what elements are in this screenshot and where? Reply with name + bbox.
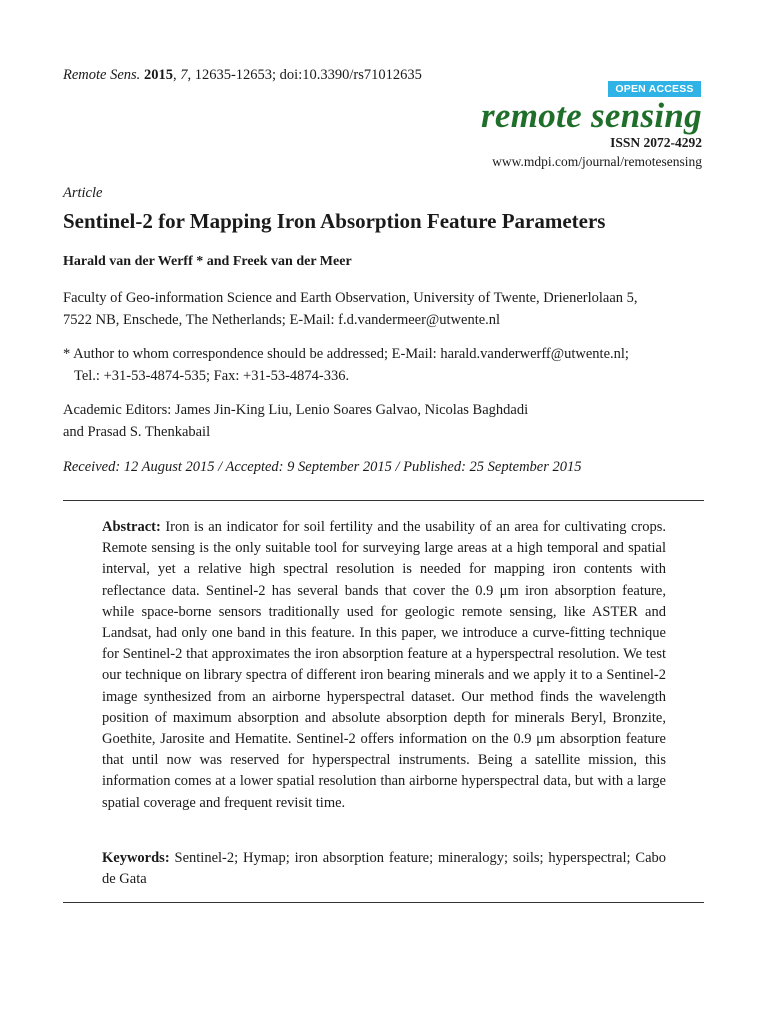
journal-name: remote sensing: [480, 96, 702, 135]
abstract: [102, 517, 666, 814]
correspondence: [63, 343, 708, 387]
article-type: Article: [63, 185, 103, 201]
correspondence-line-2: Tel.: +31-53-4874-535; Fax: +31-53-4874-336.: [74, 368, 350, 384]
editors-line-2: and Prasad S. Thenkabail: [63, 424, 211, 440]
citation-year: 2015: [143, 67, 173, 83]
issn: ISSN 2072-4292: [610, 135, 702, 150]
affiliation: [63, 287, 708, 331]
academic-editors: [63, 399, 708, 443]
abstract-label: Abstract:: [102, 519, 161, 535]
citation-journal: Remote Sens.: [63, 67, 141, 83]
journal-url[interactable]: www.mdpi.com/journal/remotesensing: [492, 154, 702, 169]
divider-bottom: [63, 902, 704, 903]
publication-dates: Received: 12 August 2015 / Accepted: 9 September 2015 / Published: 25 September 2015: [63, 459, 582, 475]
editors-line-1: Academic Editors: James Jin-King Liu, Lenio Soares Galvao, Nicolas Baghdadi: [63, 402, 529, 418]
citation-pages-doi: , 12635-12653; doi:10.3390/rs71012635: [187, 67, 422, 83]
affiliation-line-2: 7522 NB, Enschede, The Netherlands; E-Mail: f.d.vandermeer@utwente.nl: [63, 312, 501, 328]
open-access-badge: OPEN ACCESS: [608, 81, 701, 97]
keywords-text: Sentinel-2; Hymap; iron absorption feature; mineralogy; soils; hyperspectral; Cabo de Gata: [102, 850, 667, 888]
page-title: Sentinel-2 for Mapping Iron Absorption Feature Parameters: [63, 209, 606, 233]
correspondence-line-1: * Author to whom correspondence should be addressed; E-Mail: harald.vanderwerff@utwente.nl;: [63, 346, 629, 362]
keywords-label: Keywords:: [102, 850, 170, 866]
affiliation-line-1: Faculty of Geo-information Science and Earth Observation, University of Twente, Drienerlolaan 5,: [63, 290, 638, 306]
divider-top: [63, 500, 704, 501]
keywords: [102, 848, 666, 890]
authors: Harald van der Werff * and Freek van der Meer: [63, 254, 352, 269]
citation-line: Remote Sens. 2015, 7, 12635-12653; doi:10.3390/rs71012635: [63, 67, 422, 83]
citation-volume: 7: [180, 67, 188, 83]
abstract-text: Iron is an indicator for soil fertility and the usability of an area for cultivating crops. Remote sensing is the only suitable tool for surveying large areas at a high temporal and spatial interval, yet a relative high spectral resolution is needed for mapping iron contents with reflectance data. Sentinel-2 has several bands that cover the 0.9 μm iron absorption feature, while space-borne sensors traditionally used for geologic remote sensing, like ASTER and Landsat, had only one band in this feature. In this paper, we introduce a curve-fitting technique for Sentinel-2 that approximates the iron absorption feature at a hyperspectral resolution. We test our technique on library spectra of different iron bearing minerals and we apply it to a Sentinel-2 image synthesized from an airborne hyperspectral dataset. Our method finds the wavelength position of maximum absorption and absolute absorption depth for minerals Beryl, Bronzite, Goethite, Jarosite and Hematite. Sentinel-2 offers information on the 0.9 μm absorption feature that until now was reserved for hyperspectral instruments. Being a satellite mission, this information comes at a lower spatial resolution than airborne hyperspectral data, but with a large spatial coverage and frequent revisit time.: [102, 519, 667, 811]
